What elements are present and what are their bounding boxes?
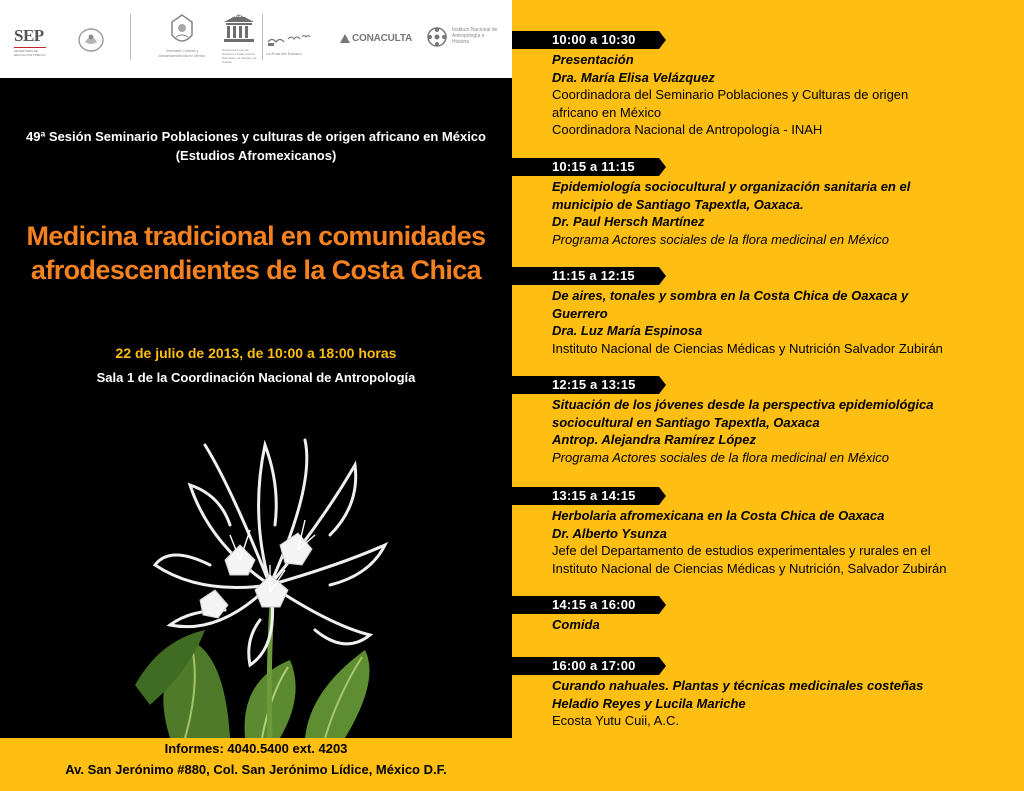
slot-body [552,287,992,357]
slot-body [552,507,992,577]
event-title [0,219,512,287]
slot-detail: Programa Actores sociales de la flora medicinal en México [552,449,889,465]
slave-route-birds-icon [266,33,312,47]
slot-body [552,616,992,634]
sep-logo-text: SEP [14,26,44,45]
slot-detail: Coordinadora del Seminario Poblaciones y Culturas de origen [552,87,909,102]
slot-detail: Programa Actores sociales de la flora medicinal en México [552,231,889,247]
series-line-1: 49ª Sesión Seminario Poblaciones y culturas de origen africano en México [26,129,486,144]
slot-time: 12:15 a 13:15 [512,376,659,394]
inah-logo-text: Instituto Nacional de Antropología e Historia [452,27,498,45]
slot-body [552,51,992,139]
logo-divider [262,14,263,60]
slot-time: 11:15 a 12:15 [512,267,659,285]
slot-speaker: Dra. Luz María Espinosa [552,323,703,338]
event-venue: Sala 1 de la Coordinación Nacional de Antropología [96,370,416,385]
slot-body [552,677,992,730]
slot-detail: africano en México [552,104,662,120]
event-title-line-2: afrodescendientes de la Costa Chica [30,255,482,285]
slot-talk-title: Presentación [552,52,634,67]
slot-body [552,178,992,248]
slot-detail: Jefe del Departamento de estudios experimentales y rurales en el [552,543,931,558]
conaculta-symbol-icon [340,34,350,44]
footer-address: Av. San Jerónimo #880, Col. San Jerónimo Lídice, México D.F. [65,762,447,777]
slot-talk-title: Situación de los jóvenes desde la perspectiva epidemiológica [552,397,934,412]
logo-divider [130,14,131,60]
seminario-emblem-icon [168,13,196,47]
slot-talk-title: Curando nahuales. Plantas y técnicas medicinales costeñas [552,678,924,693]
slot-time: 16:00 a 17:00 [512,657,659,675]
slot-speaker: Dr. Alberto Ysunza [552,525,667,541]
slot-talk-title: Comida [552,617,600,632]
slot-speaker: Dra. María Elisa Velázquez [552,69,715,85]
slot-detail: Ecosta Yutu Cuii, A.C. [552,713,679,728]
slot-talk-title: municipio de Santiago Tapextla, Oaxaca. [552,196,804,212]
footer-info [0,738,512,780]
spider-lily-illustration [130,425,400,738]
slot-speaker: Antrop. Alejandra Ramírez López [552,432,756,447]
slot-speaker: Heladio Reyes y Lucila Mariche [552,695,746,711]
slot-time: 13:15 a 14:15 [512,487,659,505]
sep-logo-subtitle: SECRETARÍA DE EDUCACIÓN PÚBLICA [14,49,46,57]
slot-body [552,396,992,466]
slot-talk-title: sociocultural en Santiago Tapextla, Oaxaca [552,414,820,430]
slot-detail: Instituto Nacional de Ciencias Médicas y Nutrición, Salvador Zubirán [552,560,947,576]
unesco-logo-subcaption: Organización de las Naciones Unidas para la Educación, la Ciencia y la Cultura [222,48,257,64]
slot-time: 14:15 a 16:00 [512,596,659,614]
slot-time: 10:00 a 10:30 [512,31,659,49]
conaculta-logo-text: CONACULTA [352,33,413,44]
unesco-logo-text: UNESCO [227,13,250,19]
slot-time: 10:15 a 11:15 [512,158,659,176]
slot-detail: Coordinadora Nacional de Antropología - INAH [552,122,823,137]
logo-bar [0,0,512,78]
sep-logo [14,26,48,57]
slot-talk-title: Herbolaria afromexicana en la Costa Chica de Oaxaca [552,508,885,523]
inah-emblem-icon [426,26,448,48]
seminario-logo-caption: Seminario Culturas y Afrodescendencias en México [158,49,206,58]
series-line-2: (Estudios Afromexicanos) [175,148,337,163]
slot-talk-title: Guerrero [552,305,608,321]
footer-phone: Informes: 4040.5400 ext. 4203 [164,741,348,756]
slot-speaker: Dr. Paul Hersch Martínez [552,214,705,229]
mexico-coat-of-arms-icon [76,26,106,54]
event-date: 22 de julio de 2013, de 10:00 a 18:00 horas [115,345,397,361]
unesco-route-caption: La Ruta del Esclavo [266,51,302,56]
event-title-line-1: Medicina tradicional en comunidades [26,221,486,251]
slot-talk-title: Epidemiología sociocultural y organización sanitaria en el [552,179,911,194]
conaculta-logo [340,33,412,44]
slot-talk-title: De aires, tonales y sombra en la Costa Chica de Oaxaca y [552,288,909,303]
slot-detail: Instituto Nacional de Ciencias Médicas y Nutrición Salvador Zubirán [552,340,943,356]
